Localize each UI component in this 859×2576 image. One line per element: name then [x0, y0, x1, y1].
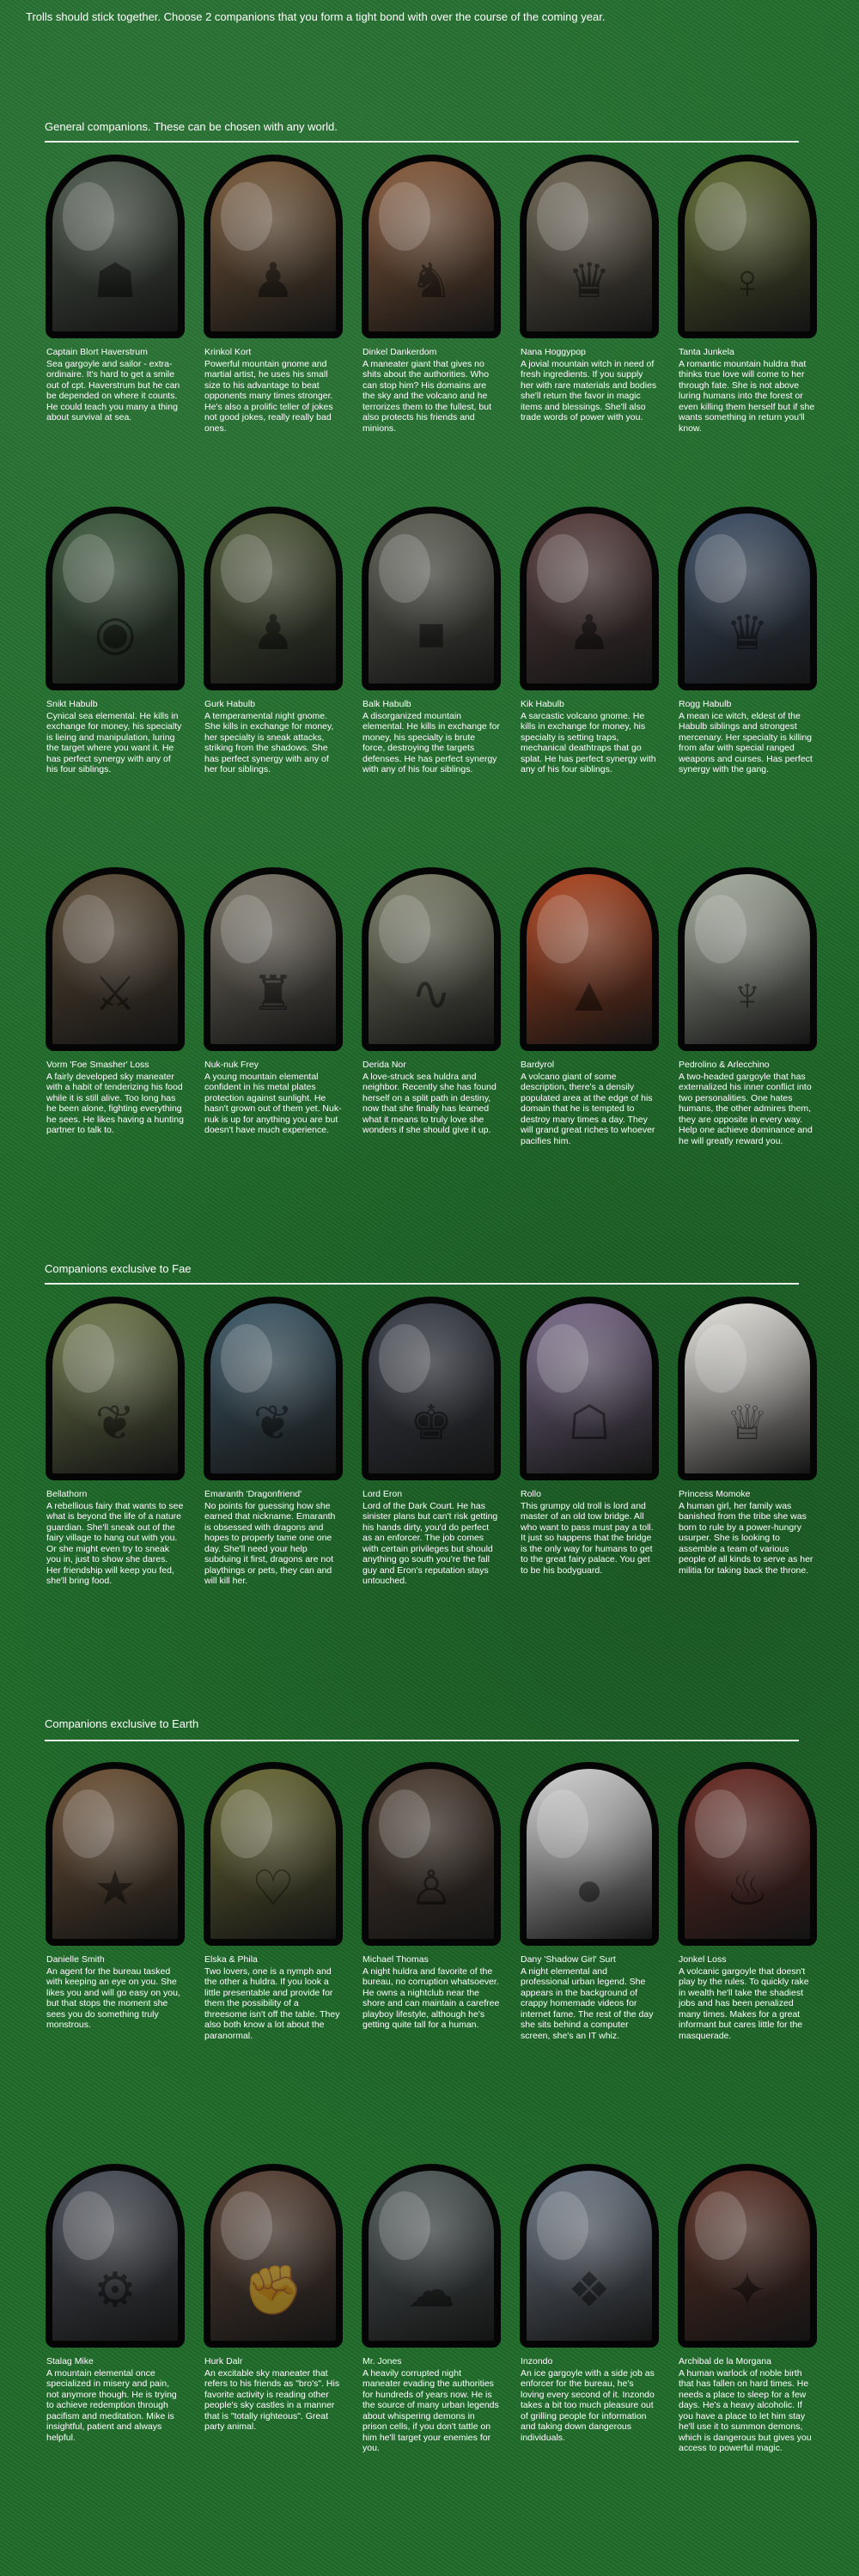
companion-portrait — [362, 867, 501, 1051]
portrait-highlight — [695, 534, 746, 603]
companion-card — [515, 155, 663, 434]
companion-name: Pedrolino & Arlecchino — [679, 1060, 770, 1070]
companion-text — [46, 699, 184, 775]
robot-icon: ⚙ — [93, 2263, 137, 2317]
companion-card — [673, 2164, 821, 2454]
companion-description: A fairly developed sky maneater with a habit of tenderizing his food while it is still alive. Too long has he been alone, fighting everything he sees. He likes having a hunting partner to talk to. — [46, 1071, 184, 1135]
portrait-highlight — [221, 1789, 272, 1858]
companion-card — [357, 2164, 505, 2454]
companion-description: A human girl, her family was banished from the tribe she was born to rule by a power-hungry usurper. She is looking to assemble a team of various people of all kinds to serve as her militia for taking back the throne. — [679, 1500, 813, 1576]
princess-icon: ♕ — [725, 1395, 770, 1449]
volcano-icon: ▲ — [565, 967, 613, 1021]
companion-row — [41, 867, 823, 1146]
portrait-highlight — [537, 895, 588, 963]
gnome-icon: ♟ — [251, 253, 295, 307]
companion-text — [46, 1954, 184, 2031]
companion-text — [679, 1060, 816, 1146]
companion-card — [41, 507, 189, 775]
companion-row — [41, 507, 823, 775]
companion-description: Two lovers, one is a nymph and the other a huldra. If you look a little presentable and provide for them the possibility of a threesome isn't off the table. They also both know a lot about the paranormal. — [204, 1965, 340, 2041]
companion-portrait — [362, 2164, 501, 2348]
portrait-highlight — [379, 895, 430, 963]
companion-description: A jovial mountain witch in need of fresh ingredients. If you supply her with rare materials and bodies she'll return the favor in magic items and blessings. She'll also trade words of power with you. — [521, 358, 657, 422]
companion-description: A rebellious fairy that wants to see what is beyond the life of a nature guardian. She'll sneak out of the fairy village to hang out with you. Or she might even try to sneak you in, just to show she dares. Her friendship will keep you fed, she'll bring food. — [46, 1500, 184, 1586]
companion-text — [521, 2356, 658, 2443]
companion-description: Lord of the Dark Court. He has sinister plans but can't risk getting his hands dirty, you'd do perfect as an enforcer. The job comes with certain privileges but should anything go south you're the fall guy and Eron's reputation stays untouched. — [362, 1500, 498, 1586]
companion-description: A love-struck sea huldra and neighbor. Recently she has found herself on a split path in destiny, now that she finally has learned what it means to truly love she wonders if she should give it up. — [362, 1071, 497, 1135]
companion-name: Derida Nor — [362, 1060, 406, 1070]
companion-text — [362, 2356, 500, 2454]
companion-portrait — [520, 867, 659, 1051]
gnome-icon: ♟ — [567, 605, 612, 659]
companion-portrait — [204, 155, 343, 338]
portrait-highlight — [537, 534, 588, 603]
portrait-highlight — [379, 1324, 430, 1393]
portrait-highlight — [537, 2191, 588, 2260]
companion-name: Hurk Dalr — [204, 2356, 243, 2366]
portrait-highlight — [221, 182, 272, 251]
companion-name: Balk Habulb — [362, 699, 411, 709]
companion-card — [199, 507, 347, 775]
companion-text — [46, 347, 184, 423]
companion-text — [679, 347, 816, 434]
mermaid-icon: ∿ — [411, 966, 452, 1020]
companion-portrait — [46, 867, 185, 1051]
portrait-highlight — [379, 182, 430, 251]
companion-description: A volcanic gargoyle that doesn't play by the rules. To quickly rake in wealth he'll take the shadiest jobs and has been penalized many times. Makes for a great informant but cares little for the masquerade. — [679, 1965, 809, 2041]
companion-name: Dinkel Dankerdom — [362, 347, 437, 357]
divider — [45, 1740, 799, 1741]
portrait-highlight — [63, 2191, 114, 2260]
companion-card — [41, 1762, 189, 2041]
companion-text — [204, 699, 342, 775]
companion-description: A volcano giant of some description, there's a densily populated area at the edge of his domain that he is tempted to destroy many times a day. They will grand great riches to whoever pacifies him. — [521, 1071, 655, 1146]
companion-text — [521, 699, 658, 775]
companion-description: This grumpy old troll is lord and master of an old tow bridge. All who want to pass must pay a toll. It just so happens that the bridge is the only way for humans to get to the great fairy palace. You get to be his bodyguard. — [521, 1500, 654, 1576]
companion-text — [362, 1060, 500, 1136]
companion-name: Nana Hoggypop — [521, 347, 586, 357]
companion-description: Cynical sea elemental. He kills in exchange for money, his specialty is lieing and manipulation, luring the target where you want it. He has perfect synergy with any of his four siblings. — [46, 710, 182, 775]
companion-card — [357, 1762, 505, 2041]
companion-description: A two-headed gargoyle that has externalized his inner conflict into two personalities. One hates humans, the other admires them, they are opposite in every way. Help one achieve dominance and he will greatly reward you. — [679, 1071, 813, 1146]
companion-portrait — [678, 867, 817, 1051]
gargoyle-icon: ☗ — [93, 253, 137, 307]
huldra-icon: ♀ — [729, 254, 765, 308]
companion-name: Bardyrol — [521, 1060, 555, 1070]
companion-card — [515, 2164, 663, 2454]
companion-card — [199, 1762, 347, 2041]
smoke-icon: ☁ — [407, 2263, 455, 2317]
couple-icon: ♡ — [251, 1861, 295, 1915]
dragon-icon: ♆ — [729, 967, 765, 1021]
companion-card — [673, 1762, 821, 2041]
companion-card — [199, 867, 347, 1146]
companion-name: Tanta Junkela — [679, 347, 734, 357]
portrait-highlight — [63, 182, 114, 251]
portrait-highlight — [63, 1789, 114, 1858]
companion-text — [46, 2356, 184, 2443]
companion-description: A sarcastic volcano gnome. He kills in exchange for money, his specialty is setting traps, mechanical deathtraps that go splat. He has perfect synergy with any of his four siblings. — [521, 710, 656, 775]
portrait-highlight — [695, 182, 746, 251]
companion-text — [679, 2356, 816, 2454]
portrait-highlight — [537, 1324, 588, 1393]
companion-portrait — [204, 2164, 343, 2348]
portrait-highlight — [537, 1789, 588, 1858]
intro-text: Trolls should stick together. Choose 2 companions that you form a tight bond with over the course of the coming year. — [26, 10, 606, 23]
companion-text — [679, 1954, 816, 2041]
elemental-icon: ◉ — [94, 605, 137, 659]
companion-text — [204, 2356, 342, 2433]
companion-name: Rollo — [521, 1489, 541, 1499]
troll-icon: ☖ — [567, 1395, 612, 1449]
companion-name: Lord Eron — [362, 1489, 403, 1499]
companion-text — [204, 347, 342, 434]
companion-card — [41, 1297, 189, 1587]
companion-card — [515, 507, 663, 775]
companion-text — [204, 1060, 342, 1136]
companion-name: Captain Blort Haverstrum — [46, 347, 148, 357]
companion-portrait — [678, 507, 817, 690]
section-title-general: General companions. These can be chosen with any world. — [45, 120, 338, 133]
companion-portrait — [46, 1762, 185, 1946]
companion-card — [673, 155, 821, 434]
companion-text — [362, 1954, 500, 2031]
portrait-highlight — [379, 2191, 430, 2260]
companion-text — [521, 1489, 658, 1576]
companion-portrait — [204, 867, 343, 1051]
divider — [45, 1283, 799, 1285]
companion-name: Princess Momoke — [679, 1489, 751, 1499]
companion-description: A romantic mountain huldra that thinks true love will come to her through fate. She is not above luring humans into the forest or even killing them herself but if she wants something in return you'll know. — [679, 358, 815, 434]
companion-name: Mr. Jones — [362, 2356, 402, 2366]
companion-description: Sea gargoyle and sailor - extra-ordinaire. It's hard to get a smile out of cpt. Haverstrum but he can be depended on where it counts. He could teach you many a thing about survival at sea. — [46, 358, 180, 422]
portrait-highlight — [695, 2191, 746, 2260]
witch-icon: ♛ — [725, 605, 770, 659]
companion-text — [46, 1060, 184, 1136]
companion-portrait — [204, 1297, 343, 1480]
portrait-highlight — [221, 1324, 272, 1393]
companion-name: Krinkol Kort — [204, 347, 252, 357]
companion-portrait — [678, 155, 817, 338]
brute-icon: ✊ — [243, 2263, 303, 2317]
portrait-highlight — [379, 1789, 430, 1858]
companion-card — [357, 1297, 505, 1587]
gnome-icon: ♟ — [251, 605, 295, 659]
golem-icon: ■ — [417, 606, 446, 660]
shadow-icon: ● — [575, 1862, 604, 1916]
companion-text — [46, 1489, 184, 1587]
companion-name: Kik Habulb — [521, 699, 564, 709]
portrait-highlight — [63, 1324, 114, 1393]
companion-portrait — [520, 1762, 659, 1946]
portrait-highlight — [221, 534, 272, 603]
portrait-highlight — [695, 1789, 746, 1858]
companion-text — [521, 1954, 658, 2041]
companion-description: A mean ice witch, eldest of the Habulb siblings and strongest mercenary. Her specialty is killing from afar with special ranged weapons and curses. Has perfect synergy with the gang. — [679, 710, 813, 775]
companion-text — [521, 347, 658, 423]
warlock-icon: ✦ — [727, 2263, 768, 2317]
companion-name: Stalag Mike — [46, 2356, 94, 2366]
companion-portrait — [46, 155, 185, 338]
companion-text — [204, 1489, 342, 1587]
man-icon: ♙ — [409, 1861, 454, 1915]
companion-portrait — [46, 2164, 185, 2348]
companion-portrait — [678, 2164, 817, 2348]
companion-card — [41, 2164, 189, 2454]
companion-portrait — [520, 2164, 659, 2348]
section-title-fae: Companions exclusive to Fae — [45, 1262, 192, 1275]
portrait-highlight — [537, 182, 588, 251]
companion-card — [199, 2164, 347, 2454]
companion-name: Jonkel Loss — [679, 1954, 727, 1965]
demon-icon: ♨ — [725, 1861, 770, 1915]
companion-card — [673, 1297, 821, 1587]
companion-portrait — [678, 1762, 817, 1946]
portrait-highlight — [695, 1324, 746, 1393]
companion-name: Bellathorn — [46, 1489, 88, 1499]
companion-card — [673, 867, 821, 1146]
companion-description: A disorganized mountain elemental. He kills in exchange for money, his specialty is brute force, destroying the targets defenses. He has perfect synergy with any of his four siblings. — [362, 710, 500, 775]
companion-portrait — [520, 155, 659, 338]
companion-card — [515, 1762, 663, 2041]
companion-card — [41, 867, 189, 1146]
companion-row — [41, 1297, 823, 1587]
knight-icon: ♜ — [251, 966, 295, 1020]
companion-portrait — [362, 155, 501, 338]
companion-text — [362, 1489, 500, 1587]
companion-description: A mountain elemental once specialized in misery and pain, not anymore though. He is trying to achieve redemption through pacifism and meditation. Mike is insightful, patient and always helpful. — [46, 2367, 177, 2443]
portrait-highlight — [695, 895, 746, 963]
companion-name: Dany 'Shadow Girl' Surt — [521, 1954, 616, 1965]
agent-icon: ★ — [93, 1861, 137, 1915]
companion-text — [362, 347, 500, 434]
companion-description: A temperamental night gnome. She kills in exchange for money, her specialty is sneak attacks, striking from the shadows. She has perfect synergy with any of her four siblings. — [204, 710, 334, 775]
companion-name: Elska & Phila — [204, 1954, 258, 1965]
companion-name: Emaranth 'Dragonfriend' — [204, 1489, 302, 1499]
companion-description: Powerful mountain gnome and martial artist, he uses his small size to his advantage to beat opponents many times stronger. He's also a prolific teller of jokes not good jokes, really really bad ones. — [204, 358, 333, 434]
companion-name: Snikt Habulb — [46, 699, 98, 709]
companion-description: An excitable sky maneater that refers to his friends as "bro's". His favorite activity is reading other people's sky castles in a manner that is "totally righteous". Great party animal. — [204, 2367, 340, 2432]
companion-portrait — [362, 507, 501, 690]
witch-icon: ♛ — [567, 253, 612, 307]
companion-row — [41, 155, 823, 434]
beast-icon: ♞ — [409, 253, 454, 307]
companion-name: Vorm 'Foe Smasher' Loss — [46, 1060, 149, 1070]
companion-text — [362, 699, 500, 775]
companion-portrait — [678, 1297, 817, 1480]
companion-description: A night elemental and professional urban legend. She appears in the background of crappy homemade videos for internet fame. The rest of the day she sits behind a computer screen, she's an IT whiz. — [521, 1965, 654, 2041]
portrait-highlight — [63, 534, 114, 603]
companion-card — [357, 867, 505, 1146]
companion-description: No points for guessing how she earned that nickname. Emaranth is obsessed with dragons and hopes to properly tame one one day. She'll need your help subduing it first, dragons are not playthings or pets, they can and will kill her. — [204, 1500, 336, 1586]
companion-row — [41, 1762, 823, 2041]
companion-card — [673, 507, 821, 775]
fairy-icon: ❦ — [253, 1395, 294, 1449]
companion-portrait — [204, 507, 343, 690]
companion-text — [679, 1489, 816, 1576]
portrait-highlight — [221, 2191, 272, 2260]
companion-description: A heavily corrupted night maneater evading the authorities for hundreds of years now. He is the source of many urban legends about whispering demons in prison cells, if you don't tattle on him he'll target your enemies for you. — [362, 2367, 499, 2453]
bat-icon: ❖ — [567, 2263, 612, 2317]
section-title-earth: Companions exclusive to Earth — [45, 1717, 199, 1730]
companion-card — [515, 1297, 663, 1587]
companion-card — [515, 867, 663, 1146]
companion-portrait — [46, 1297, 185, 1480]
companion-description: An ice gargoyle with a side job as enforcer for the bureau, he's loving every second of it. Inzondo takes a bit too much pleasure out of grilling people for information and taking down dangerous individuals. — [521, 2367, 655, 2443]
companion-name: Gurk Habulb — [204, 699, 255, 709]
companion-card — [357, 155, 505, 434]
companion-name: Michael Thomas — [362, 1954, 429, 1965]
companion-text — [679, 699, 816, 775]
warrior-icon: ⚔ — [93, 966, 137, 1020]
companion-card — [199, 1297, 347, 1587]
fairy-icon: ❦ — [94, 1395, 136, 1449]
companion-portrait — [204, 1762, 343, 1946]
companion-name: Inzondo — [521, 2356, 553, 2366]
companion-portrait — [46, 507, 185, 690]
companion-description: A night huldra and favorite of the bureau, no corruption whatsoever. He owns a nightclub near the shore and can maintain a carefree playboy lifestyle, although he's getting quite tall for a human. — [362, 1965, 500, 2030]
companion-description: An agent for the bureau tasked with keeping an eye on you. She likes you and will go easy on you, but that stops the moment she sees you do something truly monstrous. — [46, 1965, 180, 2030]
divider — [45, 141, 799, 143]
companion-card — [199, 155, 347, 434]
companion-name: Rogg Habulb — [679, 699, 732, 709]
companion-name: Danielle Smith — [46, 1954, 105, 1965]
companion-row — [41, 2164, 823, 2454]
companion-card — [357, 507, 505, 775]
portrait-highlight — [63, 895, 114, 963]
companion-portrait — [362, 1297, 501, 1480]
crown-icon: ♚ — [409, 1395, 454, 1449]
portrait-highlight — [379, 534, 430, 603]
companion-description: A young mountain elemental confident in his metal plates protection against sunlight. He hasn't grown out of them yet. Nuk-nuk is up for anything you are but doesn't have much experience. — [204, 1071, 342, 1135]
companion-portrait — [362, 1762, 501, 1946]
companion-description: A maneater giant that gives no shits about the authorities. Who can stop him? His domains are the sky and the volcano and he terrorizes them to the fullest, but also protects his friends and minions. — [362, 358, 491, 434]
companion-portrait — [520, 507, 659, 690]
portrait-highlight — [221, 895, 272, 963]
companion-name: Archibal de la Morgana — [679, 2356, 771, 2366]
companion-text — [521, 1060, 658, 1146]
companion-portrait — [520, 1297, 659, 1480]
companion-name: Nuk-nuk Frey — [204, 1060, 259, 1070]
companion-description: A human warlock of noble birth that has fallen on hard times. He needs a place to sleep for a few days. He's a heavy alcoholic. If you have a place to let him stay he'll use it to summon demons, which is dangerous but gives you access to powerful magic. — [679, 2367, 812, 2453]
companion-text — [204, 1954, 342, 2041]
companion-card — [41, 155, 189, 434]
